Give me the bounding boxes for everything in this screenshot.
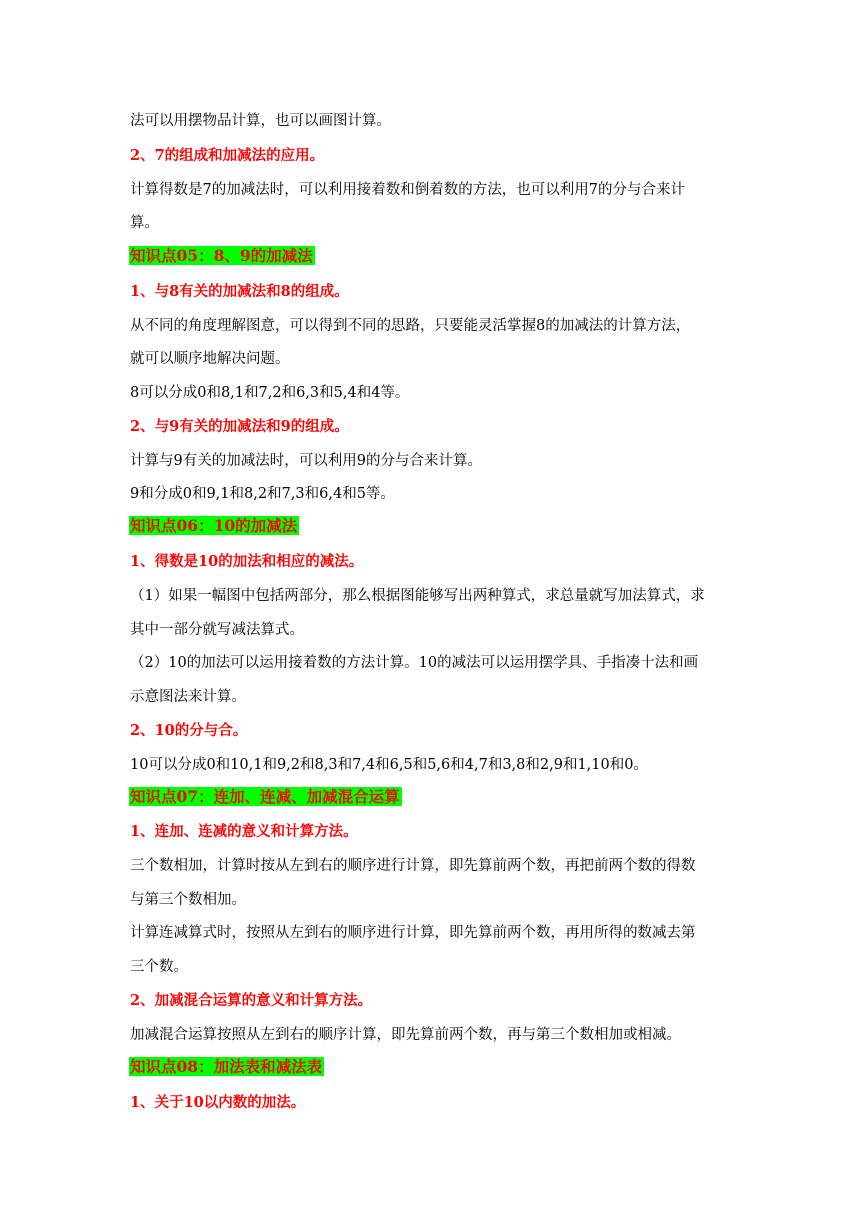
paragraph-line: 三个数。: [130, 959, 188, 975]
subheading: 2、加减混合运算的意义和计算方法。: [130, 992, 373, 1009]
paragraph-line: 就可以顺序地解决问题。: [130, 351, 290, 367]
paragraph-line: 8可以分成0和8,1和7,2和6,3和5,4和4等。: [130, 385, 410, 401]
paragraph-line: 计算与9有关的加减法时，可以利用9的分与合来计算。: [130, 453, 482, 469]
paragraph-line: 示意图法来计算。: [130, 689, 246, 705]
subheading: 1、连加、连减的意义和计算方法。: [130, 823, 358, 840]
subheading: 1、与8有关的加减法和8的组成。: [130, 283, 349, 300]
subheading: 2、与9有关的加减法和9的组成。: [130, 418, 349, 435]
paragraph-line: （2）10的加法可以运用接着数的方法计算。10的减法可以运用摆学具、手指凑十法和画: [130, 655, 699, 671]
subheading: 1、得数是10的加法和相应的减法。: [130, 553, 364, 570]
paragraph-line: 从不同的角度理解图意，可以得到不同的思路，只要能灵活掌握8的加减法的计算方法，: [130, 318, 691, 334]
paragraph-line: 与第三个数相加。: [130, 892, 246, 908]
subheading: 2、7的组成和加减法的应用。: [130, 147, 325, 164]
subheading: 2、10的分与合。: [130, 722, 248, 739]
paragraph-line: 算。: [130, 215, 159, 231]
section-heading: 知识点08：加法表和减法表: [130, 1057, 323, 1076]
paragraph-line: 计算连减算式时，按照从左到右的顺序进行计算，即先算前两个数，再用所得的数减去第: [130, 925, 696, 941]
paragraph-line: 三个数相加，计算时按从左到右的顺序进行计算，即先算前两个数，再把前两个数的得数: [130, 858, 696, 874]
paragraph-line: 其中一部分就写减法算式。: [130, 622, 304, 638]
paragraph-line: 10可以分成0和10,1和9,2和8,3和7,4和6,5和5,6和4,7和3,8和2,9和1,10和0。: [130, 757, 648, 773]
section-heading: 知识点06：10的加减法: [130, 516, 298, 535]
paragraph-line: 加减混合运算按照从左到右的顺序计算，即先算前两个数，再与第三个数相加或相减。: [130, 1027, 681, 1043]
section-heading: 知识点07：连加、连减、加减混合运算: [130, 787, 400, 806]
paragraph-line: （1）如果一幅图中包括两部分，那么根据图能够写出两种算式，求总量就写加法算式，求: [130, 588, 705, 604]
paragraph-line: 计算得数是7的加减法时，可以利用接着数和倒着数的方法，也可以利用7的分与合来计: [130, 182, 685, 198]
subheading: 1、关于10以内数的加法。: [130, 1094, 306, 1111]
paragraph-line: 法可以用摆物品计算，也可以画图计算。: [130, 113, 391, 129]
paragraph-line: 9和分成0和9,1和8,2和7,3和6,4和5等。: [130, 486, 395, 502]
section-heading: 知识点05：8、9的加减法: [130, 246, 313, 265]
